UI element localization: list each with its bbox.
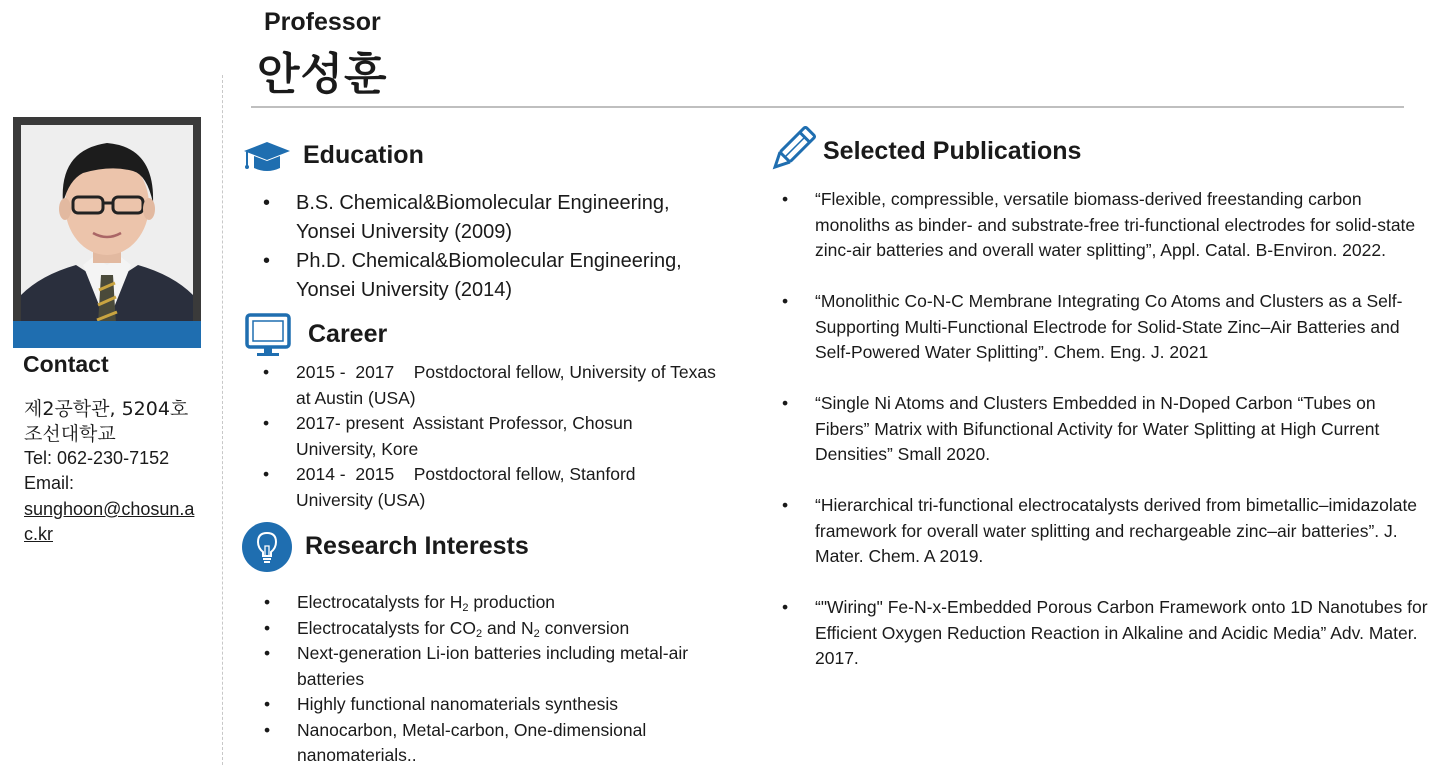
list-item: • “Single Ni Atoms and Clusters Embedded in N-Doped Carbon “Tubes on Fibers” Matrix with Bifunctional Activity for Water Splitting at High Current Densities” Small 2020. xyxy=(782,393,1380,464)
contact-email-label: Email: xyxy=(24,473,75,493)
contact-email-link[interactable]: sunghoon@chosun.ac.kr xyxy=(24,499,195,544)
publications-list xyxy=(782,187,1430,697)
list-item: • “Monolithic Co-N-C Membrane Integrating Co Atoms and Clusters as a Self-Supporting Multi-Functional Electrode for Solid-State Zinc–Air Batteries and Self-Powered Water Splitting”. Chem. Eng. J. 2021 xyxy=(782,291,1403,362)
education-list xyxy=(263,189,726,305)
list-item: • Electrocatalysts for $H_2$ production xyxy=(264,592,556,614)
contact-title: Contact xyxy=(23,351,109,377)
list-item: • “Flexible, compressible, versatile biomass-derived freestanding carbon monoliths as binder- and substrate-free tri-functional electrodes for solid-state zinc-air batteries and overall water splitting”, Appl. Catal. B-Environ. 2022. xyxy=(782,189,1416,260)
title-label: Professor xyxy=(264,8,381,36)
monitor-icon xyxy=(245,313,291,357)
career-list xyxy=(263,360,721,513)
column-divider xyxy=(222,75,223,765)
publications-title: Selected Publications xyxy=(823,137,1082,165)
list-item: • “"Wiring" Fe-N-x-Embedded Porous Carbon Framework onto 1D Nanotubes for Efficient Oxygen Reduction Reaction in Alkaline and Acidic Media” Adv. Mater. 2017. xyxy=(782,597,1428,668)
lightbulb-icon xyxy=(241,522,293,572)
pencil-icon xyxy=(768,126,816,174)
profile-photo xyxy=(21,125,193,340)
contact-university: 조선대학교 xyxy=(24,423,116,445)
list-item: • Electrocatalysts for $CO_2$ and $N_2$ conversion xyxy=(264,617,630,640)
contact-office: 제2공학관, 5204호 xyxy=(24,398,189,420)
research-list xyxy=(264,590,747,769)
list-item: • 2015 - 2017 Postdoctoral fellow, University of Texas at Austin (USA) xyxy=(263,362,721,408)
list-item: • Next-generation Li-ion batteries including metal-air batteries xyxy=(264,643,689,689)
photo-accent-bar xyxy=(13,321,201,348)
list-item: • 2017- present Assistant Professor, Chosun University, Kore xyxy=(263,413,638,459)
list-item: • B.S. Chemical&Biomolecular Engineering, Yonsei University (2009) xyxy=(263,192,670,243)
graduation-cap-icon xyxy=(243,140,291,174)
research-title: Research Interests xyxy=(305,532,529,560)
list-item: • Highly functional nanomaterials synthesis xyxy=(264,694,618,714)
list-item: • “Hierarchical tri-functional electrocatalysts derived from bimetallic–imidazolate framework for overall water splitting and rechargeable zinc–air batteries”. J. Mater. Chem. A 2019. xyxy=(782,495,1418,566)
contact-tel: Tel: 062-230-7152 xyxy=(24,448,170,468)
list-item: • Ph.D. Chemical&Biomolecular Engineering, Yonsei University (2014) xyxy=(263,250,682,301)
professor-name: 안성훈 xyxy=(257,49,388,100)
header-divider xyxy=(251,106,1404,108)
list-item: • Nanocarbon, Metal-carbon, One-dimensional nanomaterials.. xyxy=(264,719,647,765)
education-title: Education xyxy=(303,141,424,169)
career-title: Career xyxy=(308,320,388,348)
list-item: • 2014 - 2015 Postdoctoral fellow, Stanford University (USA) xyxy=(263,464,641,510)
